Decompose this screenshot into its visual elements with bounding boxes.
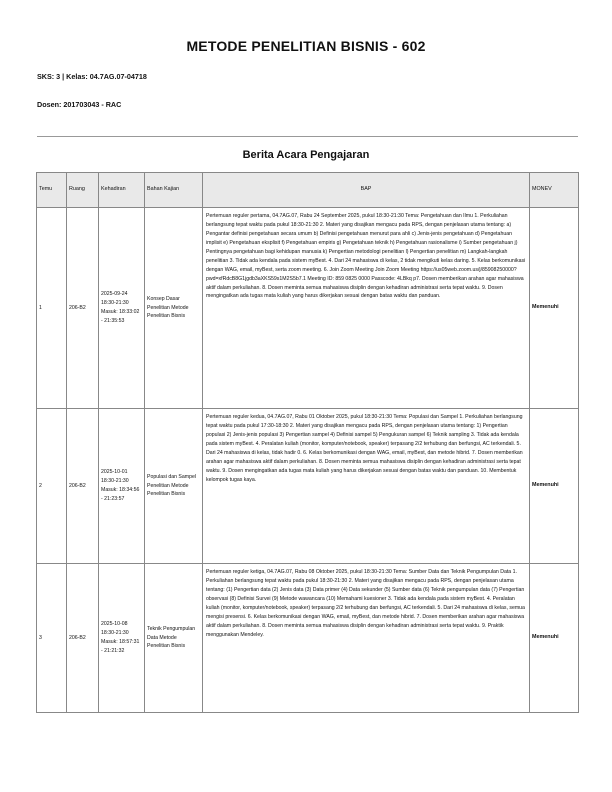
cell-bahan-kajian: Populasi dan Sampel Penelitian Metode Penelitian Bisnis — [145, 409, 203, 564]
cell-monev: Memenuhi — [530, 208, 579, 409]
table-row — [37, 564, 579, 713]
cell-bap: Pertemuan reguler kedua, 04.7AG.07, Rabu 01 Oktober 2025, pukul 18:30-21:30 Tema: Populasi dan Sampel 1. Perkuliahan berlangsung tepat waktu pada pukul 17:30-18:30 2. Materi yang disajikan mengacu pada RPS, dengan penjelasan utama tentang: 1) Pengertian populasi 2) Jenis-jenis populasi 3) Pengertian sampel 4) Definisi sampel 5) Pengukuran sampel 6) Teknik sampling 3. Tidak ada kendala pada sistem myBest. 4. Peralatan kuliah (monitor, komputer/notebook, speaker) terpasang 2/2 terhubung dan berfungsi, AC terkendali. 5. Dari 24 mahasiswa di kelas, tidak hadir 0. 6. Kelas berkomunikasi dengan WAG, email, myBest, dan metode hibrid. 7. Dosen memberikan arahan agar mahasiswa aktif dalam perkuliahan. 8. Dosen meminta semua mahasiswa disiplin dengan kehadiran administrasi serta tepat waktu. 9. Dosen mengingatkan ada tugas mata kuliah yang harus dikerjakan sesuai dengan batas waktu dan panduan. 10. Membentuk kelompok tugas kaya. — [203, 409, 530, 564]
cell-ruang: 206-B2 — [67, 409, 99, 564]
cell-kehadiran: 2025-10-01 18:30-21:30 Masuk: 18:34:56 - 21:23:57 — [99, 409, 145, 564]
header-kehadiran: Kehadiran — [99, 173, 145, 208]
header-monev: MONEV — [530, 173, 579, 208]
cell-temu: 1 — [37, 208, 67, 409]
page-title: METODE PENELITIAN BISNIS - 602 — [186, 38, 426, 54]
cell-bap: Pertemuan reguler ketiga, 04.7AG.07, Rabu 08 Oktober 2025, pukul 18:30-21:30 Tema: Sumber Data dan Teknik Pengumpulan Data 1. Perkuliahan berlangsung tepat waktu pada pukul 18:30-21:30 2. Materi yang disajikan mengacu pada RPS, dengan penjelasan utama tentang: (1) Pengertian data (2) Jenis data (3) Data primer (4) Data sekunder (5) Sumber data (6) Teknik pengumpulan data (7) Pengertian observasi (8) Definisi Survei (9) Metode wawancara (10) Memahami kuesioner 3. Tidak ada kendala pada sistem myBest. 4. Peralatan kuliah (monitor, komputer/notebook, speaker) terpasang 2/2 terhubung dan berfungsi, AC terkendali. 5. Dari 24 mahasiswa di kelas, semua mengisi presensi. 6. Kelas berkomunikasi dengan WAG, email, myBest, dan metode hibrid. 7. Dosen memberikan arahan agar mahasiswa aktif dalam perkuliahan. 8. Dosen meminta semua mahasiswa disiplin dengan kehadiran administrasi serta tepat waktu. 9. Praktik menggunakan Mendeley. — [203, 564, 530, 713]
header-ruang: Ruang — [67, 173, 99, 208]
cell-ruang: 206-B2 — [67, 564, 99, 713]
section-title: Berita Acara Pengajaran — [242, 149, 370, 161]
cell-bap: Pertemuan reguler pertama, 04.7AG.07, Rabu 24 September 2025, pukul 18:30-21:30 Tema: Pengetahuan dan Ilmu 1. Perkuliahan berlangsung tepat waktu pada pukul 18:30-21:30 2. Materi yang disajikan mengacu pada RPS, dengan penjelasan utama tentang: a) Pengantar definisi pengetahuan secara umum b) Definisi pengetahuan menurut para ahli c) Jenis-jenis pengetahuan d) Pengetahuan implisit e) Pengetahuan eksplisit f) Pengetahuan empiris g) Pengetahuan teknik h) Pengetahuan rasionalisme i) Sumber pengetahuan j) Pentingnya pengetahuan bagi kehidupan manusia k) Pengertian metodologi penelitian l) Pengertian penelitian m) Langkah-langkah penelitian 3. Tidak ada kendala pada sistem myBest. 4. Dari 24 mahasiswa di kelas, 2 tidak mengikuti kelas daring. 5. Kelas berkomunikasi dengan WAG, email, myBest, serta zoom meeting. 6. Join Zoom Meeting Join Zoom Meeting https://us05web.zoom.us/j/85908250000?pwd=xfRdcB8G1jgdb3aXKS59s1M2S5b7.1 Meeting ID: 859 0825 0000 Passcode: 4LBkq p7. Dosen memberikan arahan agar mahasiswa aktif dalam perkuliahan. 8. Dosen meminta semua mahasiswa disiplin dengan kehadiran administrasi serta tepat waktu. 9. Dosen mengingatkan ada tugas mata kuliah yang harus dikerjakan sesuai dengan batas waktu dan panduan. — [203, 208, 530, 409]
cell-bahan-kajian: Konsep Dasar Penelitian Metode Penelitian Bisnis — [145, 208, 203, 409]
header-bap: BAP — [203, 173, 530, 208]
cell-temu: 2 — [37, 409, 67, 564]
table-header-row — [37, 173, 579, 208]
header-temu: Temu — [37, 173, 67, 208]
header-bahan-kajian: Bahan Kajian — [145, 173, 203, 208]
cell-monev: Memenuhi — [530, 564, 579, 713]
lecturer-info: Dosen: 201703043 - RAC — [37, 100, 122, 109]
cell-kehadiran: 2025-09-24 18:30-21:30 Masuk: 18:33:02 - 21:35:53 — [99, 208, 145, 409]
cell-ruang: 206-B2 — [67, 208, 99, 409]
teaching-record-table — [36, 172, 579, 713]
divider — [37, 136, 578, 137]
cell-temu: 3 — [37, 564, 67, 713]
course-sks-class: SKS: 3 | Kelas: 04.7AG.07-04718 — [37, 72, 147, 81]
cell-kehadiran: 2025-10-08 18:30-21:30 Masuk: 18:57:31 - 21:21:32 — [99, 564, 145, 713]
cell-monev: Memenuhi — [530, 409, 579, 564]
cell-bahan-kajian: Teknik Pengumpulan Data Metode Penelitian Bisnis — [145, 564, 203, 713]
table-row — [37, 208, 579, 409]
table-row — [37, 409, 579, 564]
